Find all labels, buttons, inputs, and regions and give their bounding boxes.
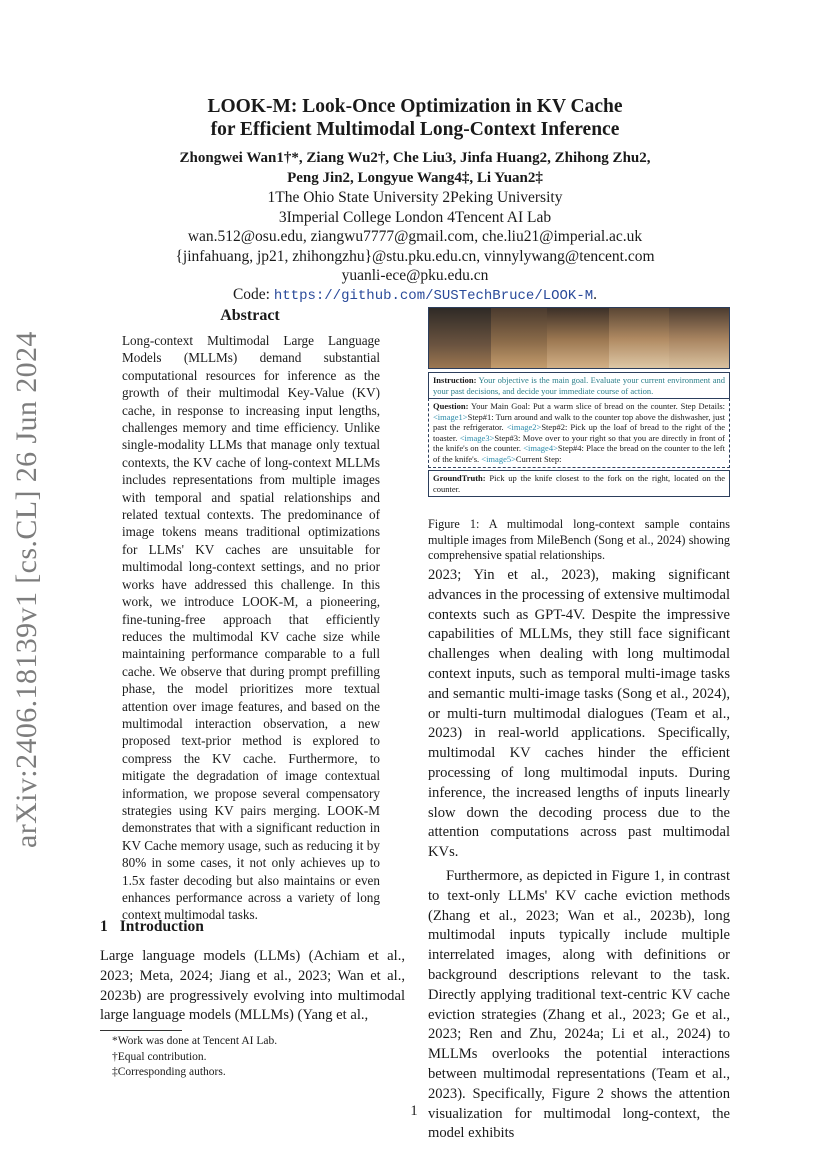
page-number: 1 xyxy=(410,1103,418,1119)
code-link-line: Code: https://github.com/SUSTechBruce/LOOK-M. xyxy=(232,286,598,304)
abstract-heading: Abstract xyxy=(220,307,280,324)
groundtruth-box xyxy=(428,470,730,497)
footnote-equal-contribution: †Equal contribution. xyxy=(112,1050,207,1063)
groundtruth-label: GroundTruth: xyxy=(433,473,486,483)
affiliation-line-1: 1The Ohio State University 2Peking University xyxy=(267,189,563,206)
kitchen-frame-4 xyxy=(609,308,669,369)
image-token-3: <image3> xyxy=(459,432,495,443)
question-box xyxy=(428,398,730,468)
question-text: Your Main Goal: Put a warm slice of bread on the counter. Step Details: xyxy=(468,401,725,411)
right-paragraph-1: 2023; Yin et al., 2023), making significant advances in the processing of extensive multimodal contexts such as GPT-4V. Despite the impressive capabilities of MLLMs, they still face significant challenges when dealing with long multimodal context inputs, such as temporal multi-image tasks and semantic multi-image tasks (Song et al., 2024), or multi-turn multimodal dialogues (Team et al., 2023) in real-world applications. Specifically, multimodal KV caches hinder the efficient processing of long multimodal inputs. During inference, the increased lengths of inputs linearly slow down the decoding process due to the attention computations across past multimodal KVs. xyxy=(428,567,730,861)
step-4: Step#4: Place the bread on the counter to the left of the knife's. xyxy=(433,443,725,464)
code-url-link[interactable]: https://github.com/SUSTechBruce/LOOK-M xyxy=(273,288,594,304)
affiliations xyxy=(100,188,730,286)
authors-line-2: Peng Jin2, Longyue Wang4‡, Li Yuan2‡ xyxy=(287,170,543,186)
figure-1 xyxy=(428,307,730,496)
title-line-1: LOOK-M: Look-Once Optimization in KV Cache xyxy=(207,96,623,117)
kitchen-frame-3 xyxy=(547,308,609,369)
footnote-corresponding: ‡Corresponding authors. xyxy=(112,1066,226,1078)
step-1: Step#1: Turn around and walk to the counter top above the dishwasher, just past the refrigerator. xyxy=(433,411,725,433)
footnote-rule xyxy=(100,1030,182,1031)
author-list xyxy=(100,148,730,188)
title-line-2: for Efficient Multimodal Long-Context Inference xyxy=(210,119,620,140)
footnotes xyxy=(112,1034,412,1081)
abstract-body: Long-context Multimodal Large Language Models (MLLMs) demand substantial computational resources for inference as the growth of their multimodal Key-Value (KV) cache, in response to increasing input lengths, challenges memory and time efficiency. Unlike single-modality LLMs that manage only textual contexts, the KV cache of long-context MLLMs includes representations from multiple images with temporal and spatial relationships and related textual contexts. The predominance of image tokens means traditional optimizations for LLMs' KV caches are unsuitable for multimodal long-context settings, and no prior works have addressed this challenge. In this work, we introduce LOOK-M, a pioneering, fine-tuning-free approach that efficiently reduces the multimodal KV cache size while maintaining performance comparable to a full cache. We observe that during prompt prefilling phase, the model prioritizes more textual attention over image features, and based on the multimodal interaction observation, a new proposed text-prior method is explored to compress the KV cache. Furthermore, to mitigate the degradation of image contextual information, we propose several compensatory strategies using KV pairs merging. LOOK-M demonstrates that with a significant reduction in KV Cache memory usage, such as reducing it by 80% in some cases, it not only achieves up to 1.5x faster decoding but also maintains or even enhances performance across a variety of long context multimodal tasks. xyxy=(122,333,380,923)
email-line-1: wan.512@osu.edu, ziangwu7777@gmail.com, che.liu21@imperial.ac.uk xyxy=(187,228,643,245)
kitchen-frame-5 xyxy=(669,308,730,369)
introduction-paragraph: Large language models (LLMs) (Achiam et al., 2023; Meta, 2024; Jiang et al., 2023; Wan et al., 2023b) are progressively evolving into multimodal large language models (MLLMs) (Yang et al., xyxy=(100,948,405,1024)
kitchen-image-strip xyxy=(428,307,730,369)
figure-1-caption: Figure 1: A multimodal long-context sample contains multiple images from MileBench (Song et al., 2024) showing comprehensive spatial relationships. xyxy=(428,517,730,562)
kitchen-frame-1 xyxy=(429,308,491,369)
arxiv-stamp: arXiv:2406.18139v1 [cs.CL] 26 Jun 2024 xyxy=(10,331,43,848)
image-token-5: <image5> xyxy=(481,453,516,464)
section-number: 1 xyxy=(100,918,108,935)
footnote-work-done: *Work was done at Tencent AI Lab. xyxy=(112,1035,278,1047)
image-token-1: <image1> xyxy=(433,411,468,422)
instruction-box xyxy=(428,372,730,399)
section-heading-introduction xyxy=(100,918,400,936)
email-line-2: {jinfahuang, jp21, zhihongzhu}@stu.pku.edu.cn, vinnylywang@tencent.com xyxy=(175,247,655,265)
instruction-text: Your objective is the main goal. Evaluate your current environment and your past decisions, and decide your immediate course of action. xyxy=(433,375,725,396)
right-paragraph-2: Furthermore, as depicted in Figure 1, in contrast to text-only LLMs' KV cache eviction methods (Zhang et al., 2023; Wan et al., 2023b), long multimodal inputs typically include multiple interrelated images, along with definitions or background descriptions relevant to the task. Directly applying traditional text-centric KV cache eviction strategies (Zhang et al., 2023; Ge et al., 2023; Ren and Zhu, 2024a; Li et al., 2024) to MLLMs overlooks the potential interactions between multimodal representations (Team et al., 2023). Specifically, Figure 2 shows the attention visualization for multimodal long-context, the model exhibits xyxy=(428,867,730,1142)
step-2: Step#2: Pick up the loaf of bread to the right of the toaster. xyxy=(433,422,726,443)
question-label: Question: xyxy=(433,401,469,411)
code-label: Code: xyxy=(232,286,274,303)
image-token-4: <image4> xyxy=(523,443,558,454)
step-current: Current Step: xyxy=(515,453,562,464)
instruction-label: Instruction: xyxy=(433,375,477,385)
section-title: Introduction xyxy=(119,918,204,935)
authors-line-1: Zhongwei Wan1†*, Ziang Wu2†, Che Liu3, Jinfa Huang2, Zhihong Zhu2, xyxy=(179,150,651,166)
affiliation-line-2: 3Imperial College London 4Tencent AI Lab xyxy=(278,208,552,226)
email-line-3: yuanli-ece@pku.edu.cn xyxy=(341,267,489,284)
image-token-2: <image2> xyxy=(506,422,542,433)
step-3: Step#3: Move over to your right so that you are directly in front of the knife's on the counter. xyxy=(433,432,725,454)
groundtruth-text: Pick up the knife closest to the fork on the right, located on the counter. xyxy=(433,473,725,494)
kitchen-frame-2 xyxy=(491,308,547,369)
right-column-text xyxy=(428,566,730,1144)
paper-title xyxy=(100,95,730,141)
